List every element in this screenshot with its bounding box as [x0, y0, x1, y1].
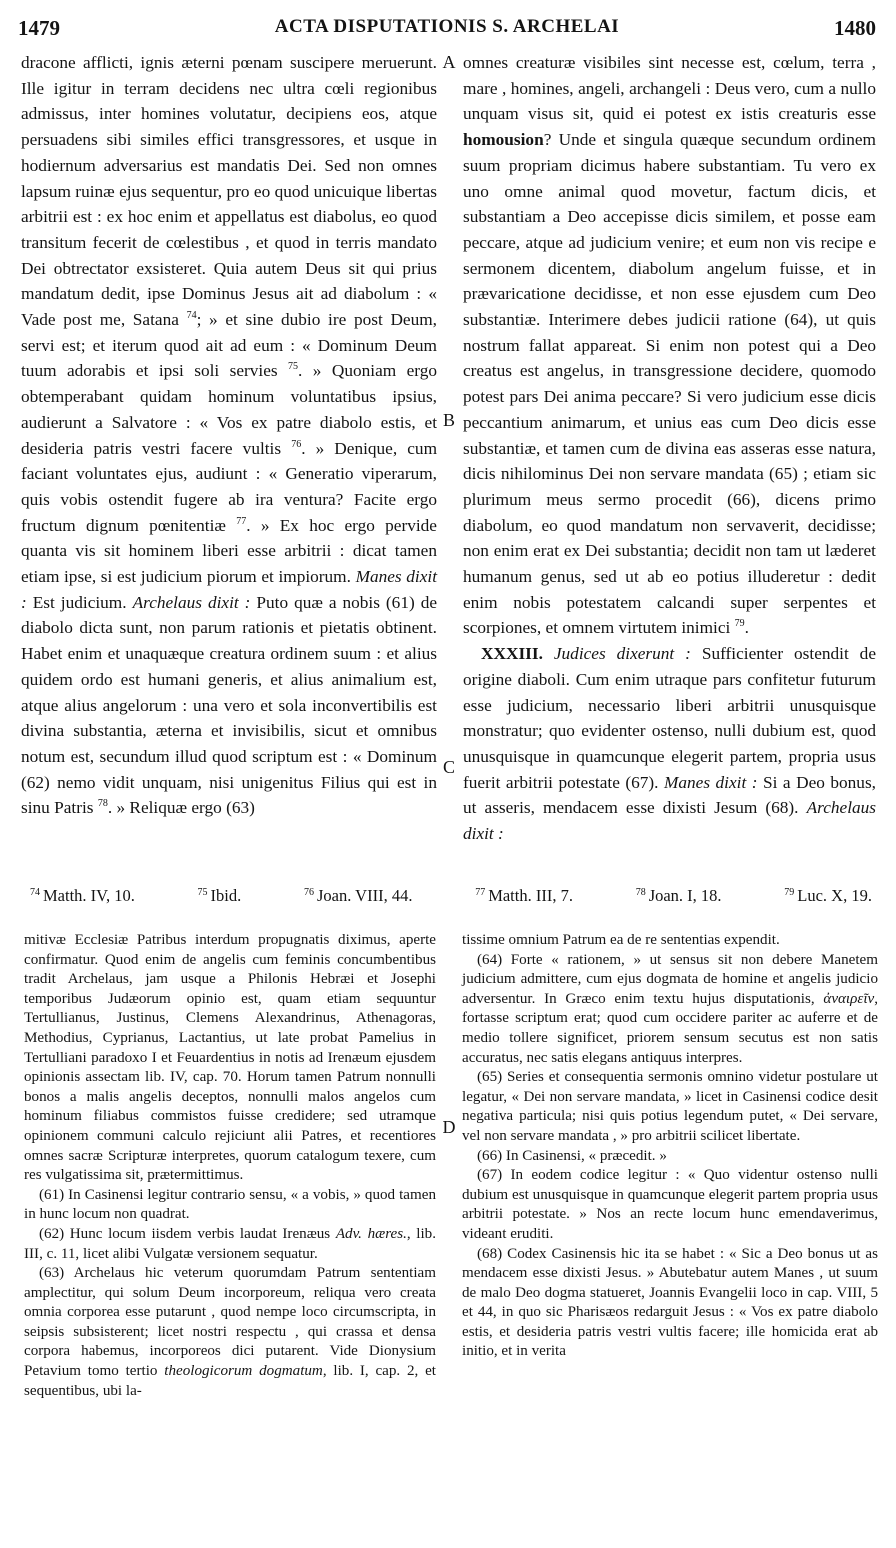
- margin-letter-b: B: [442, 410, 455, 430]
- scripture-ref: $^{74}$ Matth. IV, 10.: [30, 886, 135, 905]
- text-paragraph: omnes creaturæ visibiles sint necesse est, cœlum, terra , mare , homines, angeli, archangeli : Deus vero, cum a nullo unquam visus sit, quid ei potest ex istis creaturis esse homousion? Unde et singula quæque secundum ordinem suum propriam dicimus habere substantiam. Tu vero ex uno omne animal quod movetur, factum dicis, et substantiam a Deo accepisse dicis similem, et posse eam peccare, atque ad judicium venire; et eum non vis recipe e sermonem dicentem, diabolum angelum fuisse, et in prævaricatione decidisse, et non esse ejusdem cum Deo substantiæ. Interimere debes judicii ratione (64), ut quis nostrum fallat appareat. Si enim non potest qui a Deo creatus est angelus, in transgressione decidere, quomodo potest pars Dei anima peccare? Si vero judicium esse dicis peccantium animarum, et unius eas cum Deo dicis esse substantiæ, et tamen cum de divina eas asseras esse natura, dicis nihilominus Dei non servare mandata (65) ; etiam sic plurimum meus sermo procedit (66), dicens primo diabolum, eo quod mandatum non servaverit, decidisse; non enim erat ex Dei substantia; decidit non tam ut læderet humanum genus, sed ut ab eo potius illuderetur : dedit enim nobis potestatem calcandi super serpentes et scorpiones, et omnem virtutem inimici $^{79}$.: [463, 53, 876, 638]
- text-paragraph: dracone afflicti, ignis æterni pœnam suscipere meruerunt. Ille igitur in terram decidens nec ultra cœli regionibus admissus, inter homines volutatur, decipiens eos, atque persuadens sibi similes effici transgressores, et usque in hodiernum adversarius est mandatis Dei. Sed non omnes lapsum ruinæ ejus sequentur, pro eo quod unicuique libertas arbitrii est : ex hoc enim et appellatus est diabolus, eo quod transitum fecerit de cœlestibus , et quod in terris mandato Dei obtrectator exsisteret. Quia autem Deus sit qui prius mandatum dedit, ipse Dominus Jesus ait ad diabolum : « Vade post me, Satana $^{74}$; » et sine dubio ire post Deum, servi est; et iterum quod ait ad eum : « Dominum Deum tuum adorabis et ipsi soli servies $^{75}$. » Quoniam ergo obtemperabant quidam hominum voluntatibus ipsius, audierunt a Salvatore : « Vos ex patre diabolo estis, et desideria patris vestri facere vultis $^{76}$. » Denique, cum faciant voluntates ejus, audiunt : « Generatio viperarum, quis vobis ostendit fugere ab ira ventura? Facite ergo fructum dignum pœnitentiæ $^{77}$. » Ex hoc ergo pervide quanta vis sit hominem liberi esse arbitrii : dicat tamen etiam ipse, si est judicium piorum et impiorum. Manes dixit : Est judicium. Archelaus dixit : Puto quæ a nobis (61) de diabolo dicta sunt, non parum rationis et pietatis obtinent. Habet enim et unaquæque creatura ordinem suum : et alius quidem ordo est humani generis, et alius animalium est, atque alius angelorum : una vero et sola inconvertibilis est divina substantia, æterna et invisibilis, sicut et omnibus notum est, secundum illud quod scriptum est : « Dominum (62) nemo vidit unquam, nisi unigenitus Filius qui est in sinu Patris $^{78}$. » Reliquæ ergo (63): [21, 53, 438, 818]
- footnote-ref: 75: [288, 361, 299, 373]
- note-65: (65) Series et consequentia sermonis omnino videtur postulare ut legatur, « Dei non servare mandata, » licet in Casinensi codice desit negativa particula; nisi quis potius legendum putet, « Dei servare, vel non servare mandata , » pro arbitrii scilicet libertate.: [462, 1069, 878, 1144]
- speaker-judices: Judices dixerunt :: [553, 644, 691, 664]
- speaker-manes: Manes dixit :: [21, 567, 437, 612]
- running-head: [18, 16, 876, 46]
- footnote-ref: 79: [734, 618, 745, 630]
- running-title: ACTA DISPUTATIONIS S. ARCHELAI: [274, 16, 620, 37]
- speaker-manes: Manes dixit :: [663, 772, 758, 792]
- section-number: XXXIII.: [481, 644, 543, 664]
- footnote-ref: 78: [97, 798, 108, 810]
- text-column-left: [21, 50, 437, 821]
- scripture-references: [30, 886, 872, 906]
- speaker-archelaus: Archelaus dixit :: [132, 592, 251, 612]
- note-continuation: tissime omnium Patrum ea de re sententias expendit.: [462, 932, 780, 948]
- note-continuation: mitivæ Ecclesiæ Patribus interdum propugnatis diximus, aperte confirmatur. Quod enim de angelis cum feminis concumbentibus tradit Archelaus, jam usque a Philonis Hebræi et Josephi temporibus Judæorum opinio est, quam etiam sequuntur Tertullianus, Justinus, Clemens Alexandrinus, Athenagoras, Methodius, Cyprianus, Lactantius, ut late probat Pamelius in Tertulliani paradoxo I et Feuardentius in notis ad Irenæum ejusdem opinionis assectam lib. IV, cap. 70. Horum tamen Patrum nonnulli bonos a malis angelis deceptos, nonnulli malos angelos cum hominum filiabus commistos fuisse credidere; sed utramque opinionem communi calculo rejiciunt alii Patres, et recentiores omnes sacræ Scripturæ interpretes, quorum catalogum texere, cum res vulgatissima sit, prætermittimus.: [24, 932, 436, 1184]
- note-62: (62) Hunc locum iisdem verbis laudat Irenæus Adv. hæres., lib. III, c. 11, licet alibi Vulgatæ versionem sequatur.: [24, 1225, 436, 1262]
- notes-column-right: [462, 931, 878, 1362]
- note-67: (67) In eodem codice legitur : « Quo videntur ostenso nulli dubium est unusquisque in quamcunque elegerit partem propria usus arbitrii potestate. » Nos an recte locum hunc emendaverimus, videant eruditi.: [462, 1167, 878, 1242]
- scripture-ref: $^{78}$ Joan. I, 18.: [635, 886, 722, 905]
- text-column-right: [463, 50, 876, 847]
- footnote-ref: 76: [291, 438, 302, 450]
- note-66: (66) In Casinensi, « præcedit. »: [477, 1147, 667, 1164]
- margin-letter-c: C: [442, 757, 455, 777]
- note-68: (68) Codex Casinensis hic ita se habet : « Sic a Deo bonus ut as mendacem esse dixisti Jesus. » Abutebatur autem Manes , ut suum de malo Deo dogma statueret, Joannis Evangelii loco in cap. VIII, 5 et 44, in quo sic Pharisæos redarguit Jesus : « Vos ex patre diabolo estis, et desideria patris vestri vultis facere; ille homicida erat ab initio, et in verita: [462, 1245, 878, 1360]
- margin-letter-a: A: [442, 52, 456, 72]
- page-number-left: 1479: [18, 16, 60, 40]
- scripture-ref: $^{76}$ Joan. VIII, 44.: [303, 886, 413, 905]
- scripture-ref: $^{75}$ Ibid.: [197, 886, 242, 905]
- note-63: (63) Archelaus hic veterum quorumdam Patrum sententiam amplectitur, qui solum Deum incorporeum, reliqua vero creata omnia corporea esse putarunt , quod nempe loco circumscripta, in seipsis subsisterent; licet nostri respectu , qui crassa et densa corpora habemus, incorporeos dici putarent. Vide Dionysium Petavium tomo tertio theologicorum dogmatum, lib. I, cap. 2, et sequentibus, ubi la-: [24, 1265, 436, 1399]
- page-number-right: 1480: [834, 16, 876, 40]
- speaker-archelaus: Archelaus dixit :: [463, 798, 877, 844]
- note-61: (61) In Casinensi legitur contrario sensu, « a vobis, » quod tamen in hunc locum non quadrat.: [24, 1186, 436, 1223]
- margin-letter-d: D: [442, 1117, 456, 1137]
- note-64: (64) Forte « rationem, » ut sensus sit non debere Manetem judicium admittere, cum ejus dogmata de homine et angelis judicio adversentur. In Græco enim textu hujus disputationis, ἀναιρεῖν, fortasse scriptum erat; quod cum occidere pariter ac auferre et de medio tollere significet, priorem sensum secutus est non satis accuratus, nec satis elegans antiquus interpres.: [462, 951, 878, 1066]
- footnote-ref: 77: [236, 515, 247, 527]
- scripture-ref: $^{79}$ Luc. X, 19.: [784, 886, 872, 905]
- notes-column-left: [24, 931, 436, 1401]
- footnote-ref: 74: [186, 310, 197, 322]
- scripture-ref: $^{77}$ Matth. III, 7.: [475, 886, 573, 905]
- greek-term: homousion: [463, 130, 544, 150]
- section-xxxiii: XXXIII. Judices dixerunt : Sufficienter ostendit de origine diaboli. Cum enim utraque pars confitetur futurum esse judicium, necessario liberi arbitrii unusquisque monstratur; quo evidenter ostenso, nulli dubium est, quod unusquisque in quamcunque elegerit partem, propria usus fuerit arbitrii potestate (67). Manes dixit : Si a Deo bonus, ut asseris, mendacem esse dixisti Jesum (68). Archelaus dixit :: [463, 644, 877, 844]
